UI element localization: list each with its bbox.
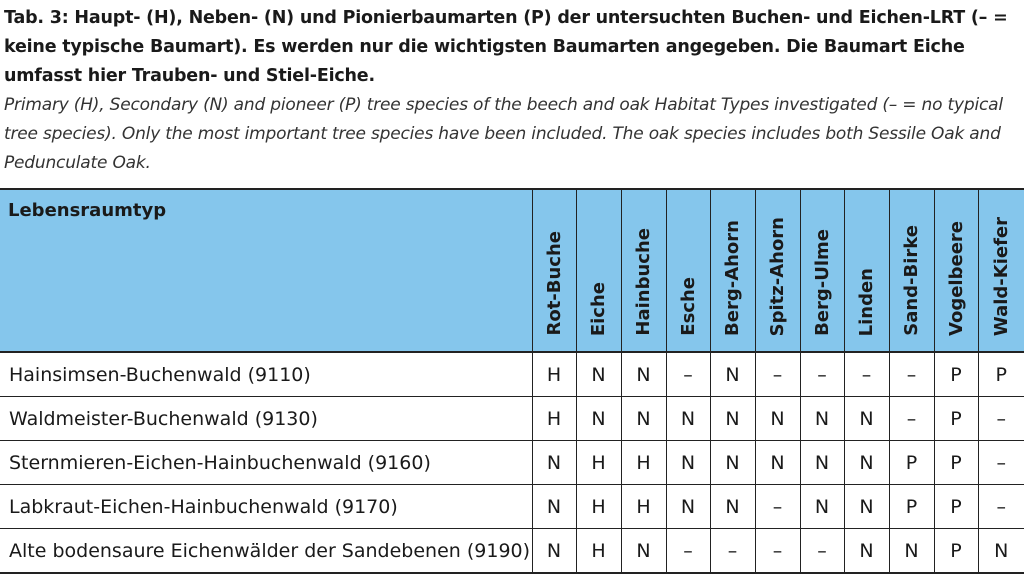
species-label: Berg-Ahorn — [722, 220, 743, 336]
species-label: Esche — [677, 277, 699, 336]
habitat-name: Alte bodensaure Eichenwälder der Sandebenen (9190) — [0, 529, 532, 574]
table-cell: N — [710, 485, 755, 529]
table-row — [0, 352, 1024, 397]
header-species — [532, 189, 576, 352]
species-label: Sand-Birke — [901, 225, 922, 336]
table-cell: N — [755, 397, 800, 441]
table-cell: N — [621, 397, 666, 441]
table-cell: – — [978, 485, 1024, 529]
species-label: Linden — [856, 267, 877, 336]
table-cell: – — [978, 397, 1024, 441]
table-cell: H — [576, 441, 621, 485]
table-cell: N — [755, 441, 800, 485]
table-cell: N — [800, 441, 844, 485]
species-label: Spitz-Ahorn — [767, 216, 788, 336]
species-label: Hainbuche — [633, 228, 654, 336]
table-cell: P — [934, 529, 978, 574]
table-cell: N — [621, 352, 666, 397]
table-cell: – — [844, 352, 889, 397]
species-label: Eiche — [588, 281, 609, 336]
table-cell: N — [666, 441, 710, 485]
table-cell: H — [621, 441, 666, 485]
table-cell: – — [978, 441, 1024, 485]
table-cell: N — [532, 485, 576, 529]
table-cell: N — [532, 441, 576, 485]
table-cell: P — [934, 485, 978, 529]
table-cell: N — [666, 397, 710, 441]
table-cell: – — [889, 352, 934, 397]
species-label: Vogelbeere — [945, 221, 967, 336]
habitat-name: Labkraut-Eichen-Hainbuchenwald (9170) — [0, 485, 532, 529]
species-label: Wald-Kiefer — [990, 216, 1012, 336]
header-species — [666, 189, 710, 352]
header-species — [621, 189, 666, 352]
table-cell: N — [576, 397, 621, 441]
table-cell: N — [800, 397, 844, 441]
header-species — [889, 189, 934, 352]
table-cell: P — [934, 352, 978, 397]
table-cell: – — [755, 485, 800, 529]
table-cell: – — [800, 529, 844, 574]
header-species — [934, 189, 978, 352]
table-cell: N — [844, 485, 889, 529]
table-cell: N — [844, 441, 889, 485]
table-cell: N — [889, 529, 934, 574]
table-cell: N — [710, 441, 755, 485]
table-cell: N — [621, 529, 666, 574]
table-cell: – — [755, 529, 800, 574]
species-label: Berg-Ulme — [811, 229, 833, 336]
table-row — [0, 397, 1024, 441]
table-cell: H — [576, 485, 621, 529]
header-row — [0, 189, 1024, 352]
header-species — [576, 189, 621, 352]
table-cell: N — [710, 352, 755, 397]
header-species — [844, 189, 889, 352]
header-species — [978, 189, 1024, 352]
table-cell: P — [934, 441, 978, 485]
table-cell: – — [666, 352, 710, 397]
table-cell: N — [576, 352, 621, 397]
table-cell: P — [978, 352, 1024, 397]
header-species — [800, 189, 844, 352]
habitat-name: Hainsimsen-Buchenwald (9110) — [0, 352, 532, 397]
tree-species-table — [0, 188, 1024, 574]
header-species — [710, 189, 755, 352]
table-cell: N — [532, 529, 576, 574]
table-cell: N — [844, 529, 889, 574]
table-cell: – — [755, 352, 800, 397]
table-cell: – — [666, 529, 710, 574]
caption-english: Primary (H), Secondary (N) and pioneer (P) tree species of the beech and oak Habitat Types investigated (– = no typical tree species). Only the most important tree species have been included. The oak species includes both Sessile Oak and Pedunculate Oak. — [4, 95, 1003, 173]
table-cell: – — [710, 529, 755, 574]
table-cell: N — [800, 485, 844, 529]
table-cell: – — [889, 397, 934, 441]
table-caption — [4, 4, 1020, 178]
table-body — [0, 352, 1024, 573]
table-cell: P — [889, 441, 934, 485]
table-cell: H — [532, 397, 576, 441]
caption-german: Tab. 3: Haupt- (H), Neben- (N) und Pionierbaumarten (P) der untersuchten Buchen- und Eichen-LRT (– = keine typische Baumart). Es werden nur die wichtigsten Baumarten angegeben. Die Baumart Eiche umfasst hier Trauben- und Stiel-Eiche. — [4, 8, 1008, 86]
header-habitat-type: Lebensraumtyp — [0, 189, 532, 352]
header-species — [755, 189, 800, 352]
table-header — [0, 189, 1024, 352]
table-cell: – — [800, 352, 844, 397]
table-cell: N — [710, 397, 755, 441]
table-cell: H — [576, 529, 621, 574]
habitat-name: Sternmieren-Eichen-Hainbuchenwald (9160) — [0, 441, 532, 485]
table-cell: N — [844, 397, 889, 441]
table-cell: P — [889, 485, 934, 529]
species-label: Rot-Buche — [543, 231, 565, 336]
table-cell: P — [934, 397, 978, 441]
table-cell: H — [621, 485, 666, 529]
table-row — [0, 529, 1024, 574]
table-cell: H — [532, 352, 576, 397]
table-cell: N — [666, 485, 710, 529]
habitat-name: Waldmeister-Buchenwald (9130) — [0, 397, 532, 441]
table-row — [0, 441, 1024, 485]
table-cell: N — [978, 529, 1024, 574]
table-row — [0, 485, 1024, 529]
